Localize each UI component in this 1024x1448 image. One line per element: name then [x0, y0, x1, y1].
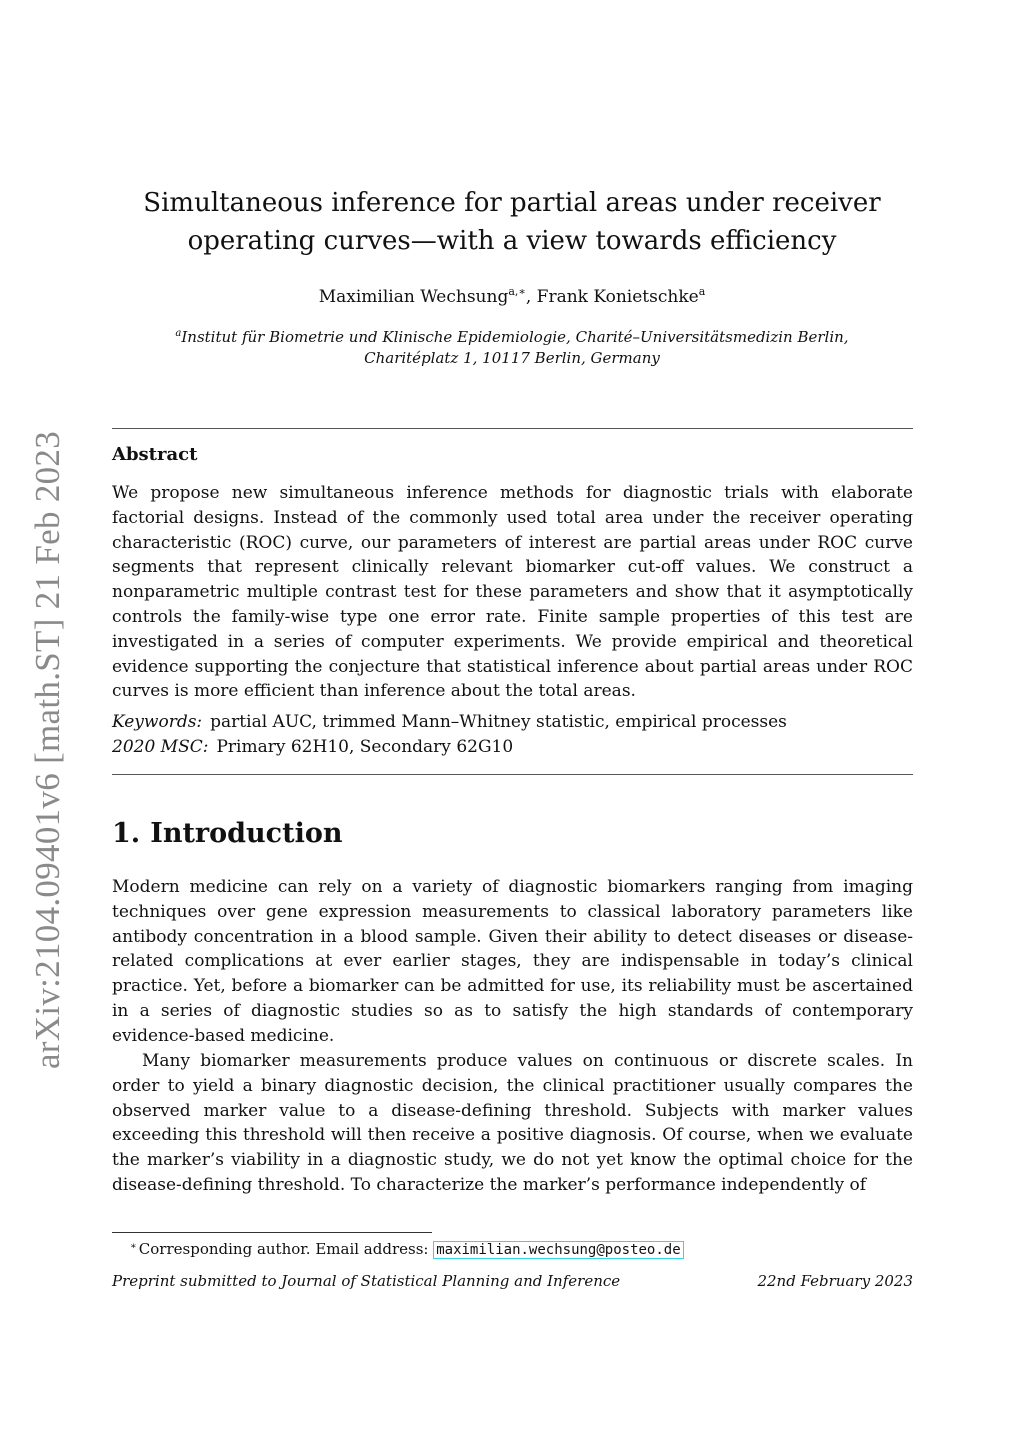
- footer-date: 22nd February 2023: [757, 1272, 913, 1290]
- page-footer: [112, 1272, 913, 1290]
- footnote: [112, 1236, 684, 1261]
- title-line-1: Simultaneous inference for partial areas under receiver: [143, 188, 881, 218]
- abstract-heading: Abstract: [112, 444, 198, 465]
- intro-paragraph-1: Modern medicine can rely on a variety of diagnostic biomarkers ranging from imaging techniques over gene expression measurements to classical laboratory parameters like antibody concentration in a blood sample. Given their ability to detect diseases or disease-related complications at ever earlier stages, they are indispensable in today’s clinical practice. Yet, before a biomarker can be admitted for use, its reliability must be ascertained in a series of diagnostic studies so as to satisfy the high standards of contemporary evidence-based medicine.: [112, 877, 913, 1046]
- keywords-label: Keywords:: [112, 712, 203, 732]
- affiliation-line-1: Institut für Biometrie und Klinische Epidemiologie, Charité–Universitätsmedizin Berlin,: [181, 328, 849, 346]
- author-name: Frank Konietschke: [536, 287, 699, 307]
- keywords-line: [112, 710, 913, 734]
- abstract-top-rule: [112, 428, 913, 429]
- author-name: Maximilian Wechsung: [318, 287, 509, 307]
- section-number: 1.: [112, 818, 141, 849]
- footnote-text: Corresponding author. Email address:: [138, 1240, 434, 1258]
- arxiv-identifier: arXiv:2104.09401v6 [math.ST] 21 Feb 2023: [28, 430, 67, 1070]
- footnote-rule: [112, 1232, 432, 1233]
- keywords-value: partial AUC, trimmed Mann–Whitney statistic, empirical processes: [210, 712, 787, 732]
- msc-value: Primary 62H10, Secondary 62G10: [216, 737, 514, 757]
- msc-label: 2020 MSC:: [112, 737, 209, 757]
- intro-paragraph-2: Many biomarker measurements produce values on continuous or discrete scales. In order to yield a binary diagnostic decision, the clinical practitioner usually compares the observed marker value to a disease-defining threshold. Subjects with marker values exceeding this threshold will then receive a positive diagnosis. Of course, when we evaluate the marker’s viability in a diagnostic study, we do not yet know the optimal choice for the disease-defining threshold. To characterize the marker’s performance independently of: [112, 1051, 913, 1195]
- section-title: Introduction: [150, 818, 343, 849]
- title-line-2: operating curves—with a view towards efficiency: [187, 226, 837, 256]
- affiliation-mark: a: [175, 328, 182, 339]
- email-link[interactable]: maximilian.wechsung@posteo.de: [433, 1241, 683, 1259]
- author-list: [112, 285, 912, 309]
- arxiv-stamp: [24, 430, 72, 1070]
- abstract-text: We propose new simultaneous inference methods for diagnostic trials with elaborate factorial designs. Instead of the commonly used total area under the receiver operating characteristic (ROC) curve, our parameters of interest are partial areas under ROC curve segments that represent clinically relevant biomarker cut-off values. We construct a nonparametric multiple contrast test for these parameters and show that it asymptotically controls the family-wise type one error rate. Finite sample properties of this test are investigated in a series of computer experiments. We provide empirical and theoretical evidence supporting the conjecture that statistical inference about partial areas under ROC curves is more efficient than inference about the total areas.: [112, 483, 913, 702]
- msc-line: [112, 735, 913, 759]
- author-separator: ,: [525, 287, 537, 307]
- section-heading: [112, 818, 342, 849]
- abstract-bottom-rule: [112, 774, 913, 775]
- affiliation: [112, 327, 912, 369]
- affiliation-line-2: Charitéplatz 1, 10117 Berlin, Germany: [364, 349, 660, 367]
- footer-journal: Preprint submitted to Journal of Statistical Planning and Inference: [112, 1272, 621, 1290]
- paper-title: [112, 184, 912, 260]
- author-affiliation-mark: a,∗: [508, 285, 526, 298]
- author-affiliation-mark: a: [698, 285, 706, 298]
- footnote-mark: ∗: [130, 1241, 137, 1252]
